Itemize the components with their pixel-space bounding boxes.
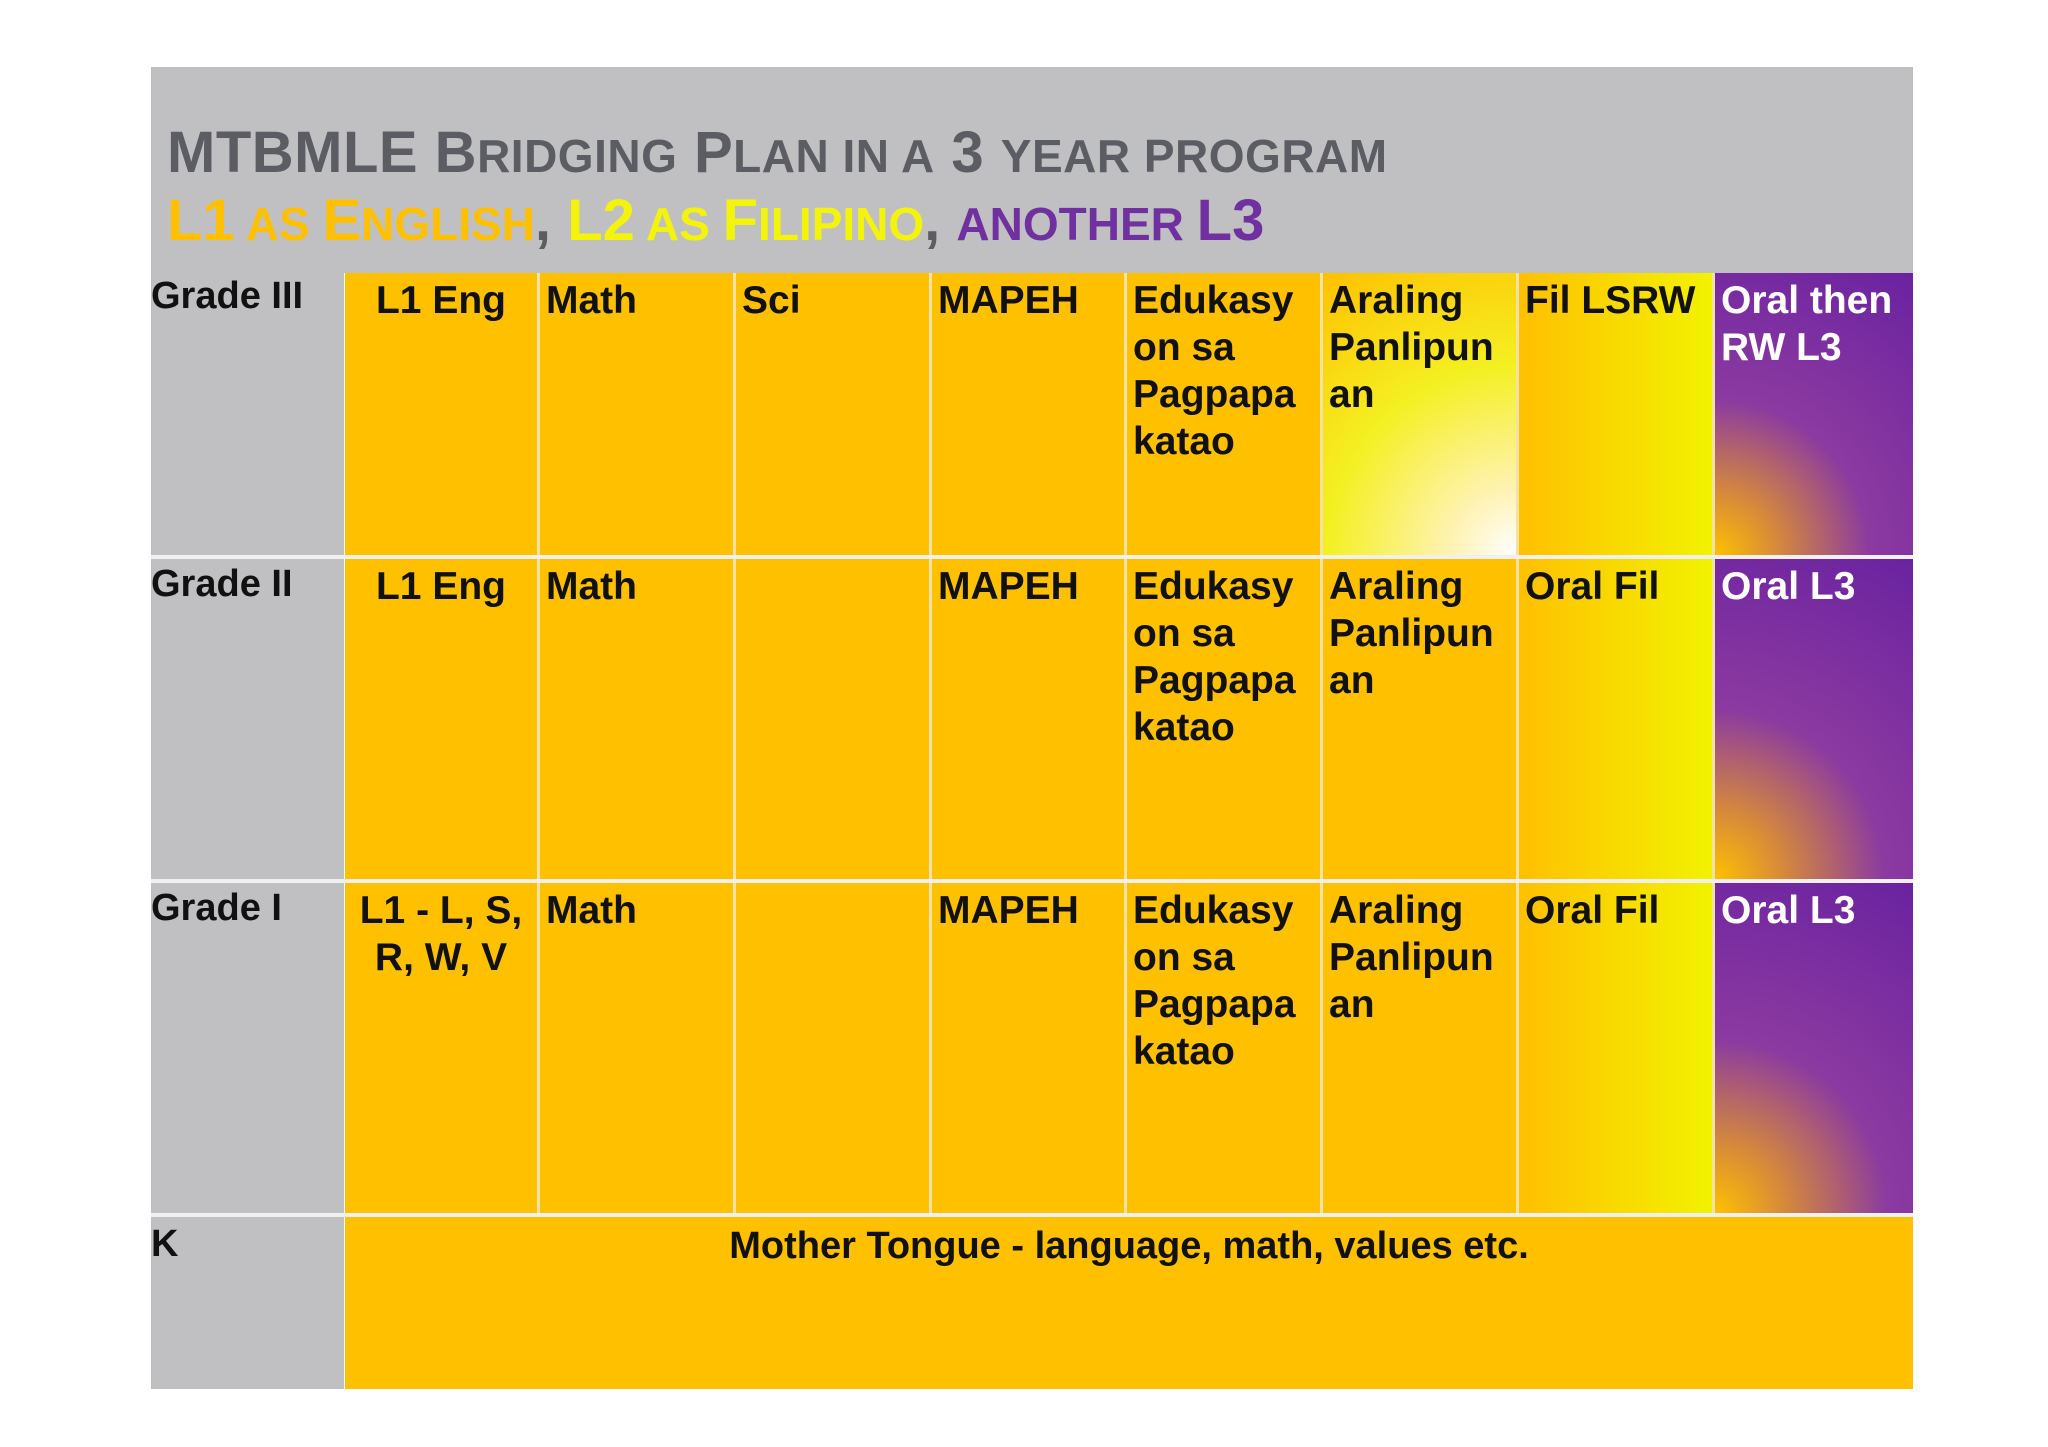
grade-column <box>151 273 344 1389</box>
table-cell: Math <box>540 273 736 555</box>
kindergarten-cell: Mother Tongue - language, math, values etc. <box>345 1217 1913 1389</box>
table-cell: Oral L3 <box>1715 559 1913 879</box>
table-cell: Oral then RW L3 <box>1715 273 1913 555</box>
table-cell: Edukasy on sa Pagpapa katao <box>1127 559 1323 879</box>
table-cell <box>736 883 932 1213</box>
table-cell: Fil LSRW <box>1519 273 1715 555</box>
table-cell: L1 - L, S, R, W, V <box>345 883 540 1213</box>
table-cell: L1 Eng <box>345 273 540 555</box>
grade-label: Grade III <box>151 275 304 317</box>
table-cell: Oral L3 <box>1715 883 1913 1213</box>
table-cell: Oral Fil <box>1519 559 1715 879</box>
table-cell: Araling Panlipun an <box>1323 559 1519 879</box>
table-cell: Edukasy on sa Pagpapa katao <box>1127 273 1323 555</box>
table-cell: L1 Eng <box>345 559 540 879</box>
table-cell: Araling Panlipun an <box>1323 273 1519 555</box>
table-cell: MAPEH <box>932 559 1127 879</box>
table-cell: Araling Panlipun an <box>1323 883 1519 1213</box>
table-cell: Sci <box>736 273 932 555</box>
table-cell: Oral Fil <box>1519 883 1715 1213</box>
table-cell: Math <box>540 883 736 1213</box>
slide <box>151 67 1913 1389</box>
table-cell: Edukasy on sa Pagpapa katao <box>1127 883 1323 1213</box>
grade-label: K <box>151 1223 179 1265</box>
title-bar <box>151 67 1913 273</box>
table-cell: MAPEH <box>932 273 1127 555</box>
title-line-2: L1 AS ENGLISH, L2 AS FILIPINO, ANOTHER L3 <box>167 188 1265 253</box>
table-cell: Math <box>540 559 736 879</box>
table-cell <box>736 559 932 879</box>
bridging-plan-table <box>151 273 1913 1389</box>
grade-label: Grade II <box>151 563 293 605</box>
grade-label: Grade I <box>151 887 282 929</box>
table-cell: MAPEH <box>932 883 1127 1213</box>
title-line-1: MTBMLE BRIDGING PLAN IN A 3 YEAR PROGRAM <box>167 120 1388 185</box>
